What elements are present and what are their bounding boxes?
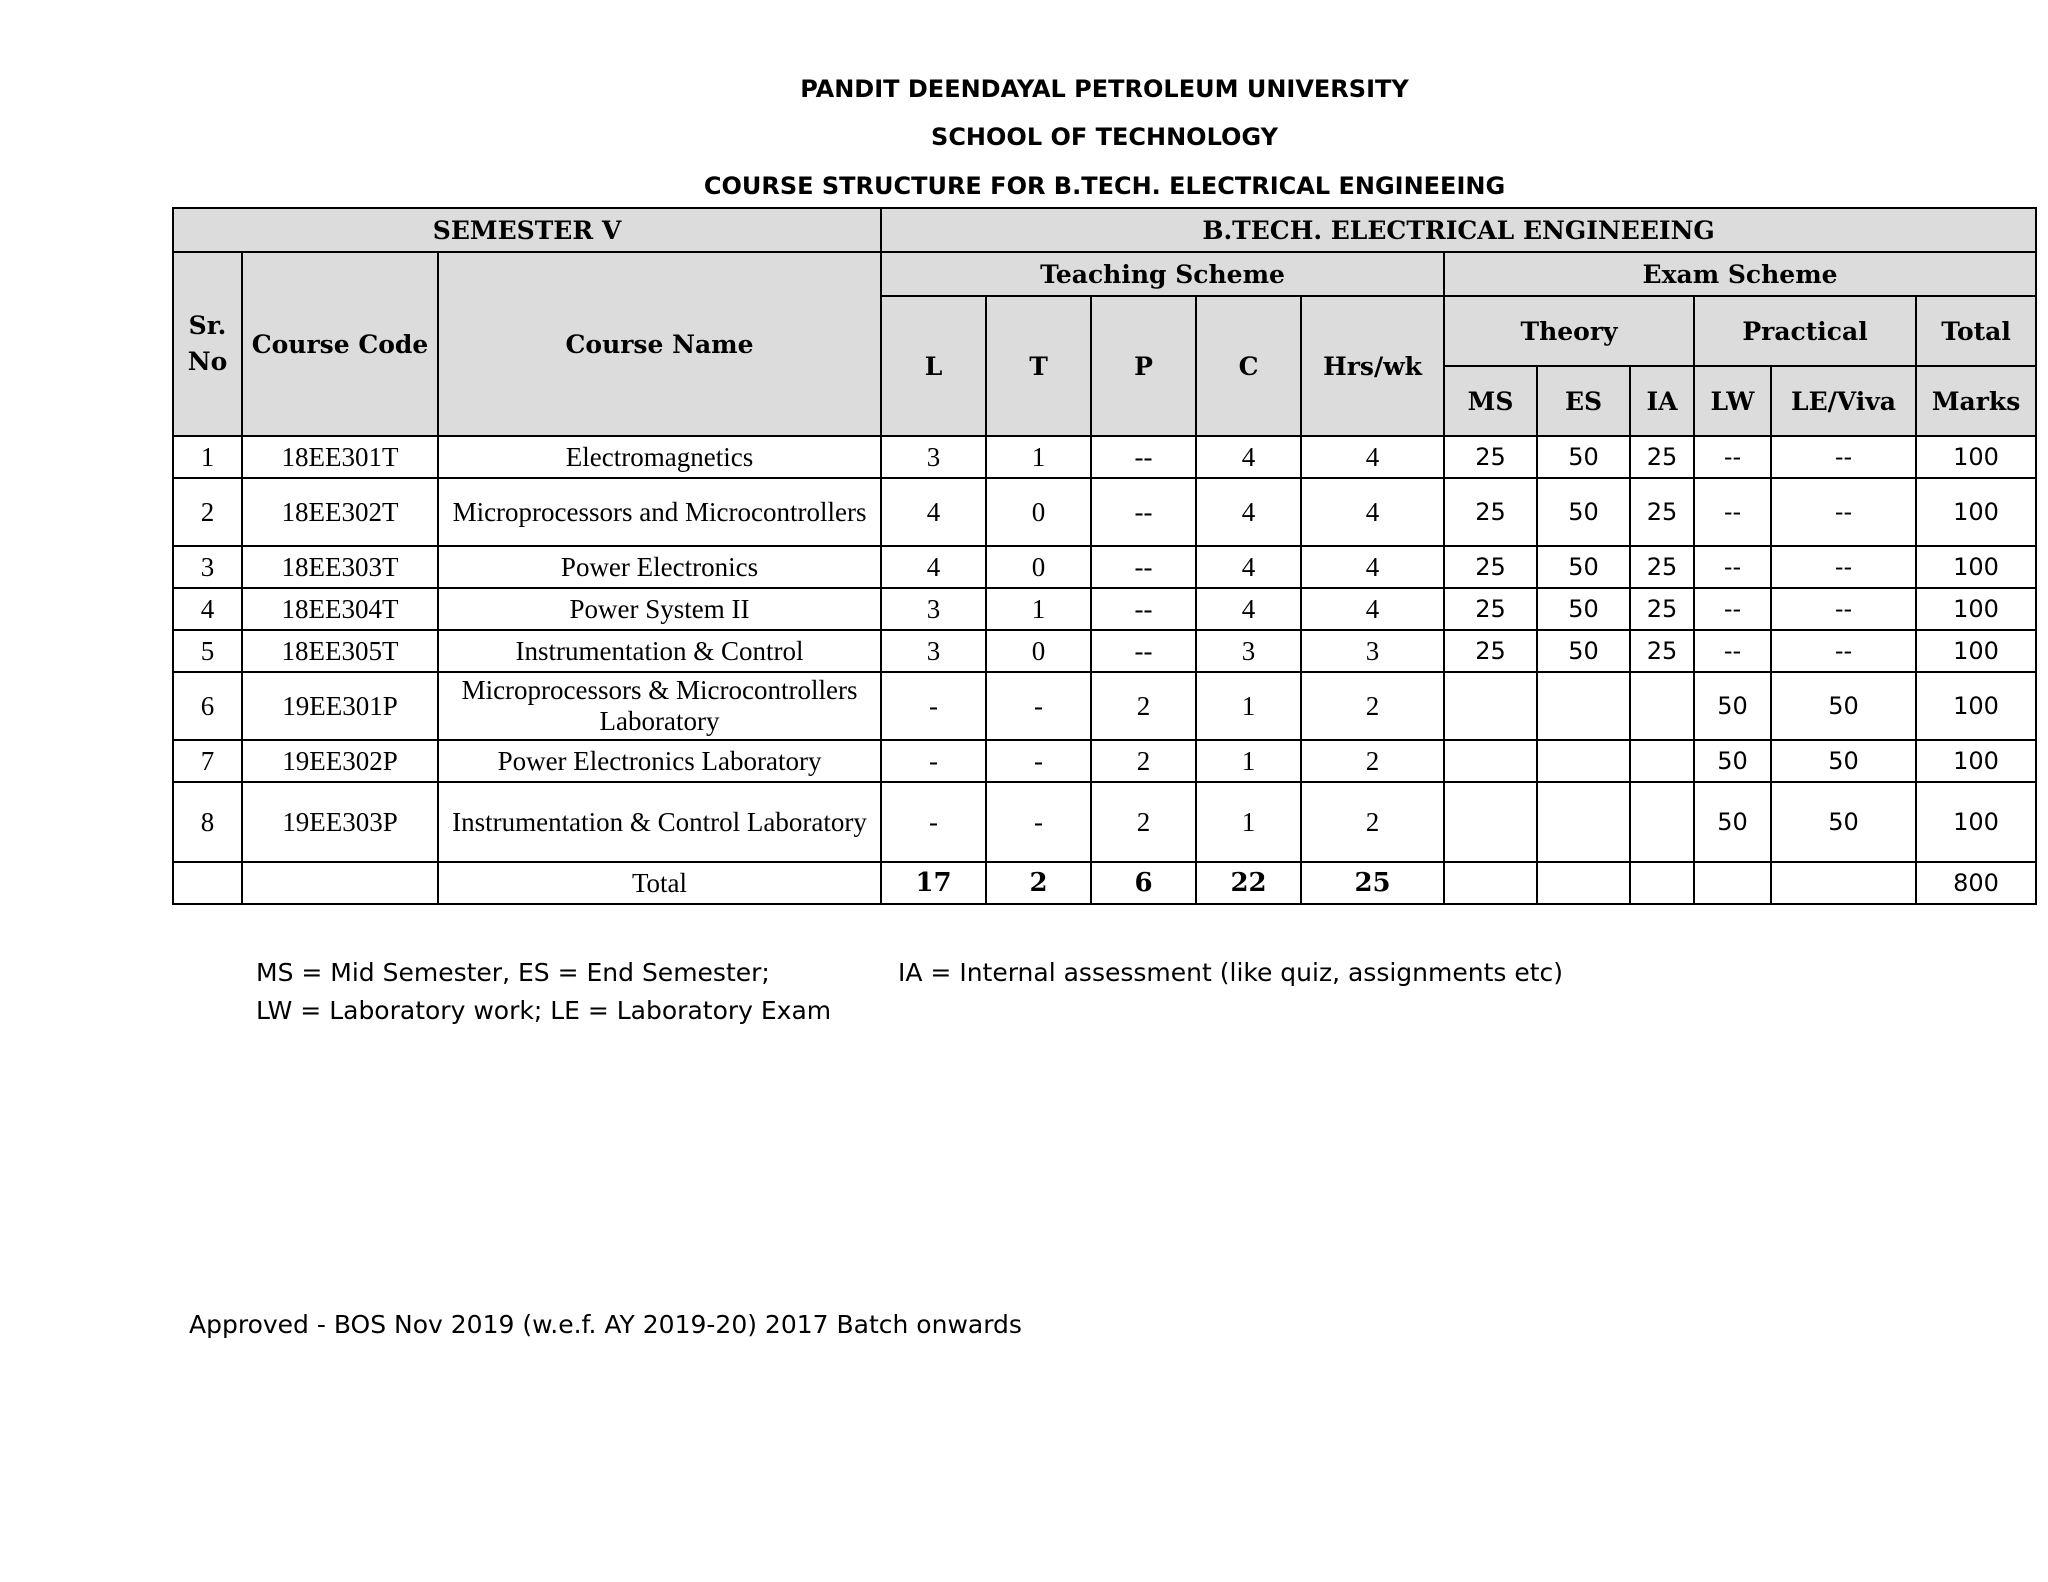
total-t-cell: 2 (986, 862, 1091, 904)
l-cell: 4 (881, 546, 986, 588)
le-cell: -- (1771, 546, 1916, 588)
ia-cell (1630, 740, 1694, 782)
p-header: P (1091, 296, 1196, 436)
l-cell: 3 (881, 630, 986, 672)
course-name-cell: Microprocessors & Microcontrollers Laboratory (438, 672, 881, 740)
hrs-cell: 3 (1301, 630, 1444, 672)
ms-cell: 25 (1444, 630, 1537, 672)
p-cell: -- (1091, 478, 1196, 546)
es-header: ES (1537, 366, 1630, 436)
total-marks-cell: 100 (1916, 740, 2036, 782)
lw-cell: -- (1694, 478, 1771, 546)
course-name-header: Course Name (438, 252, 881, 436)
ms-cell: 25 (1444, 436, 1537, 478)
table-row (173, 546, 2036, 588)
course-code-header: Course Code (242, 252, 438, 436)
lw-cell: -- (1694, 436, 1771, 478)
lw-cell: -- (1694, 588, 1771, 630)
ia-header: IA (1630, 366, 1694, 436)
hrs-cell: 2 (1301, 740, 1444, 782)
sr-no-cell: 7 (173, 740, 242, 782)
p-cell: 2 (1091, 782, 1196, 862)
empty-cell (1771, 862, 1916, 904)
course-structure-table (172, 207, 2037, 905)
le-cell: -- (1771, 630, 1916, 672)
course-code-cell: 19EE302P (242, 740, 438, 782)
course-code-cell: 18EE303T (242, 546, 438, 588)
le-cell: -- (1771, 588, 1916, 630)
empty-cell (1537, 862, 1630, 904)
total-marks-cell: 100 (1916, 478, 2036, 546)
ia-cell: 25 (1630, 546, 1694, 588)
t-cell: - (986, 740, 1091, 782)
hrs-cell: 4 (1301, 546, 1444, 588)
le-cell: -- (1771, 478, 1916, 546)
total-c-cell: 22 (1196, 862, 1301, 904)
hrs-cell: 2 (1301, 672, 1444, 740)
sr-no-cell: 5 (173, 630, 242, 672)
ms-cell (1444, 672, 1537, 740)
totals-row (173, 862, 2036, 904)
course-name-cell: Electromagnetics (438, 436, 881, 478)
c-cell: 3 (1196, 630, 1301, 672)
sr-no-cell: 8 (173, 782, 242, 862)
ms-cell: 25 (1444, 478, 1537, 546)
course-code-cell: 18EE305T (242, 630, 438, 672)
table-row (173, 630, 2036, 672)
ms-header: MS (1444, 366, 1537, 436)
approval-note: Approved - BOS Nov 2019 (w.e.f. AY 2019-20) 2017 Batch onwards (189, 1310, 1022, 1339)
es-cell: 50 (1537, 546, 1630, 588)
ia-cell: 25 (1630, 588, 1694, 630)
c-cell: 4 (1196, 436, 1301, 478)
es-cell: 50 (1537, 478, 1630, 546)
course-name-cell: Microprocessors and Microcontrollers (438, 478, 881, 546)
p-cell: -- (1091, 630, 1196, 672)
total-marks-cell: 100 (1916, 436, 2036, 478)
total-marks-cell: 100 (1916, 588, 2036, 630)
t-header: T (986, 296, 1091, 436)
lw-cell: 50 (1694, 740, 1771, 782)
le-viva-header: LE/Viva (1771, 366, 1916, 436)
le-cell: 50 (1771, 672, 1916, 740)
empty-cell (1630, 862, 1694, 904)
hrs-header: Hrs/wk (1301, 296, 1444, 436)
empty-cell (173, 862, 242, 904)
t-cell: 0 (986, 630, 1091, 672)
l-cell: 3 (881, 436, 986, 478)
university-title: PANDIT DEENDAYAL PETROLEUM UNIVERSITY (800, 75, 1409, 103)
empty-cell (1444, 862, 1537, 904)
ia-cell: 25 (1630, 478, 1694, 546)
c-cell: 4 (1196, 478, 1301, 546)
es-cell: 50 (1537, 630, 1630, 672)
le-cell: 50 (1771, 782, 1916, 862)
practical-header: Practical (1694, 296, 1916, 366)
hrs-cell: 4 (1301, 478, 1444, 546)
l-cell: - (881, 740, 986, 782)
total-l-cell: 17 (881, 862, 986, 904)
le-cell: 50 (1771, 740, 1916, 782)
es-cell (1537, 782, 1630, 862)
t-cell: 0 (986, 546, 1091, 588)
le-cell: -- (1771, 436, 1916, 478)
course-name-cell: Power Electronics Laboratory (438, 740, 881, 782)
program-header: B.TECH. ELECTRICAL ENGINEEING (881, 208, 2036, 252)
lw-cell: -- (1694, 630, 1771, 672)
theory-header: Theory (1444, 296, 1694, 366)
es-cell: 50 (1537, 588, 1630, 630)
sr-no-cell: 4 (173, 588, 242, 630)
semester-header: SEMESTER V (173, 208, 881, 252)
p-cell: -- (1091, 588, 1196, 630)
course-code-cell: 18EE301T (242, 436, 438, 478)
total-marks-cell: 100 (1916, 782, 2036, 862)
school-title: SCHOOL OF TECHNOLOGY (931, 123, 1278, 151)
c-cell: 4 (1196, 588, 1301, 630)
c-cell: 1 (1196, 740, 1301, 782)
c-cell: 1 (1196, 782, 1301, 862)
p-cell: -- (1091, 436, 1196, 478)
legend-ia: IA = Internal assessment (like quiz, assignments etc) (898, 958, 1564, 987)
ms-cell (1444, 740, 1537, 782)
l-cell: 3 (881, 588, 986, 630)
total-header: Total (1916, 296, 2036, 366)
total-marks-cell: 100 (1916, 546, 2036, 588)
table-row (173, 740, 2036, 782)
ms-cell (1444, 782, 1537, 862)
lw-cell: -- (1694, 546, 1771, 588)
total-label-cell: Total (438, 862, 881, 904)
empty-cell (242, 862, 438, 904)
t-cell: 1 (986, 588, 1091, 630)
es-cell (1537, 740, 1630, 782)
p-cell: 2 (1091, 740, 1196, 782)
ms-cell: 25 (1444, 588, 1537, 630)
course-name-cell: Instrumentation & Control Laboratory (438, 782, 881, 862)
total-marks-cell: 100 (1916, 630, 2036, 672)
ia-cell: 25 (1630, 436, 1694, 478)
l-cell: - (881, 672, 986, 740)
legend-lw-le: LW = Laboratory work; LE = Laboratory Exam (256, 996, 832, 1025)
p-cell: -- (1091, 546, 1196, 588)
table-row (173, 478, 2036, 546)
lw-cell: 50 (1694, 672, 1771, 740)
es-cell (1537, 672, 1630, 740)
table-row (173, 782, 2036, 862)
ms-cell: 25 (1444, 546, 1537, 588)
l-cell: 4 (881, 478, 986, 546)
lw-header: LW (1694, 366, 1771, 436)
ia-cell (1630, 782, 1694, 862)
teaching-scheme-header: Teaching Scheme (881, 252, 1444, 296)
l-header: L (881, 296, 986, 436)
sr-no-header: Sr. No (173, 252, 242, 436)
hrs-cell: 2 (1301, 782, 1444, 862)
hrs-cell: 4 (1301, 588, 1444, 630)
c-header: C (1196, 296, 1301, 436)
grand-total-cell: 800 (1916, 862, 2036, 904)
es-cell: 50 (1537, 436, 1630, 478)
c-cell: 4 (1196, 546, 1301, 588)
table-row (173, 672, 2036, 740)
lw-cell: 50 (1694, 782, 1771, 862)
exam-scheme-header: Exam Scheme (1444, 252, 2036, 296)
course-name-cell: Instrumentation & Control (438, 630, 881, 672)
l-cell: - (881, 782, 986, 862)
table-row (173, 436, 2036, 478)
t-cell: - (986, 672, 1091, 740)
t-cell: 0 (986, 478, 1091, 546)
empty-cell (1694, 862, 1771, 904)
t-cell: - (986, 782, 1091, 862)
course-structure-title: COURSE STRUCTURE FOR B.TECH. ELECTRICAL ENGINEEING (703, 172, 1506, 200)
c-cell: 1 (1196, 672, 1301, 740)
course-code-cell: 18EE302T (242, 478, 438, 546)
total-p-cell: 6 (1091, 862, 1196, 904)
course-name-cell: Power Electronics (438, 546, 881, 588)
total-hrs-cell: 25 (1301, 862, 1444, 904)
course-code-cell: 19EE303P (242, 782, 438, 862)
t-cell: 1 (986, 436, 1091, 478)
table-row (173, 588, 2036, 630)
hrs-cell: 4 (1301, 436, 1444, 478)
legend-ms-es: MS = Mid Semester, ES = End Semester; (256, 958, 770, 987)
sr-no-cell: 2 (173, 478, 242, 546)
sr-no-cell: 6 (173, 672, 242, 740)
p-cell: 2 (1091, 672, 1196, 740)
ia-cell (1630, 672, 1694, 740)
sr-no-cell: 3 (173, 546, 242, 588)
course-name-cell: Power System II (438, 588, 881, 630)
course-code-cell: 19EE301P (242, 672, 438, 740)
total-marks-cell: 100 (1916, 672, 2036, 740)
course-code-cell: 18EE304T (242, 588, 438, 630)
sr-no-cell: 1 (173, 436, 242, 478)
ia-cell: 25 (1630, 630, 1694, 672)
marks-header: Marks (1916, 366, 2036, 436)
